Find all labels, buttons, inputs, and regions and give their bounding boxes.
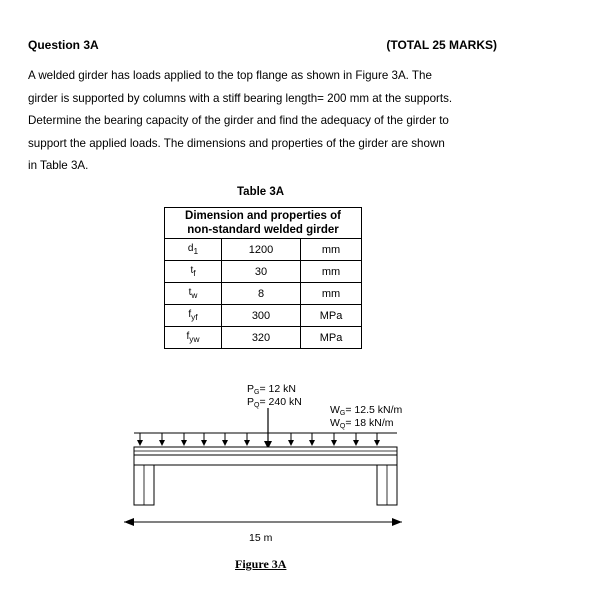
udl-arrowhead bbox=[222, 440, 228, 446]
girder-figure bbox=[0, 370, 591, 555]
unit-cell: MPa bbox=[301, 327, 362, 349]
symbol-cell: $f_{yf}$ bbox=[165, 305, 222, 327]
udl-arrowhead bbox=[201, 440, 207, 446]
table-header-line: non-standard welded girder bbox=[187, 224, 339, 236]
value-cell: 300 bbox=[222, 305, 301, 327]
table-row bbox=[165, 283, 362, 305]
span-arrow-left bbox=[124, 518, 134, 526]
table-row bbox=[165, 239, 362, 261]
span-label: 15 m bbox=[249, 532, 273, 544]
question-line: girder is supported by columns with a stiff bearing length= 200 mm at the supports. bbox=[28, 91, 453, 105]
symbol-cell: $d_1$ bbox=[165, 239, 222, 261]
unit-cell: mm bbox=[301, 261, 362, 283]
symbol-cell: $t_w$ bbox=[165, 283, 222, 305]
table-caption: Table 3A bbox=[237, 186, 285, 198]
udl-arrowhead bbox=[159, 440, 165, 446]
question-line: support the applied loads. The dimensions and properties of the girder are shown bbox=[28, 136, 445, 150]
table-header bbox=[165, 208, 362, 239]
udl-arrowhead bbox=[181, 440, 187, 446]
value-cell: 8 bbox=[222, 283, 301, 305]
udl-arrowhead bbox=[353, 440, 359, 446]
table-row bbox=[165, 261, 362, 283]
point-load-q-label: PQ= 240 kN bbox=[247, 396, 302, 409]
udl-arrowhead bbox=[374, 440, 380, 446]
udl-arrowhead bbox=[331, 440, 337, 446]
unit-cell: mm bbox=[301, 239, 362, 261]
table-row bbox=[165, 327, 362, 349]
unit-cell: mm bbox=[301, 283, 362, 305]
udl-arrowhead bbox=[309, 440, 315, 446]
question-text bbox=[28, 65, 508, 178]
value-cell: 1200 bbox=[222, 239, 301, 261]
point-load-g-label: PG= 12 kN bbox=[247, 383, 296, 396]
udl-arrowhead bbox=[244, 440, 250, 446]
value-cell: 320 bbox=[222, 327, 301, 349]
value-cell: 30 bbox=[222, 261, 301, 283]
question-line: in Table 3A. bbox=[28, 159, 89, 173]
question-title: Question 3A bbox=[28, 38, 99, 52]
question-line: Determine the bearing capacity of the girder and find the adequacy of the girder to bbox=[28, 114, 449, 128]
udl-arrowhead bbox=[288, 440, 294, 446]
udl-arrowhead bbox=[137, 440, 143, 446]
table-row bbox=[165, 305, 362, 327]
symbol-cell: $f_{yw}$ bbox=[165, 327, 222, 349]
girder-body bbox=[134, 455, 397, 465]
question-line: A welded girder has loads applied to the top flange as shown in Figure 3A. The bbox=[28, 69, 432, 82]
unit-cell: MPa bbox=[301, 305, 362, 327]
udl-g-label: WG= 12.5 kN/m bbox=[330, 404, 403, 417]
figure-caption: Figure 3A bbox=[235, 557, 287, 571]
span-arrow-right bbox=[392, 518, 402, 526]
total-marks: (TOTAL 25 MARKS) bbox=[386, 38, 497, 52]
udl-q-label: WQ= 18 kN/m bbox=[330, 417, 394, 430]
symbol-cell: $t_f$ bbox=[165, 261, 222, 283]
udl-arrows bbox=[137, 433, 380, 446]
table-header-line: Dimension and properties of bbox=[185, 210, 341, 222]
properties-table bbox=[164, 207, 362, 349]
